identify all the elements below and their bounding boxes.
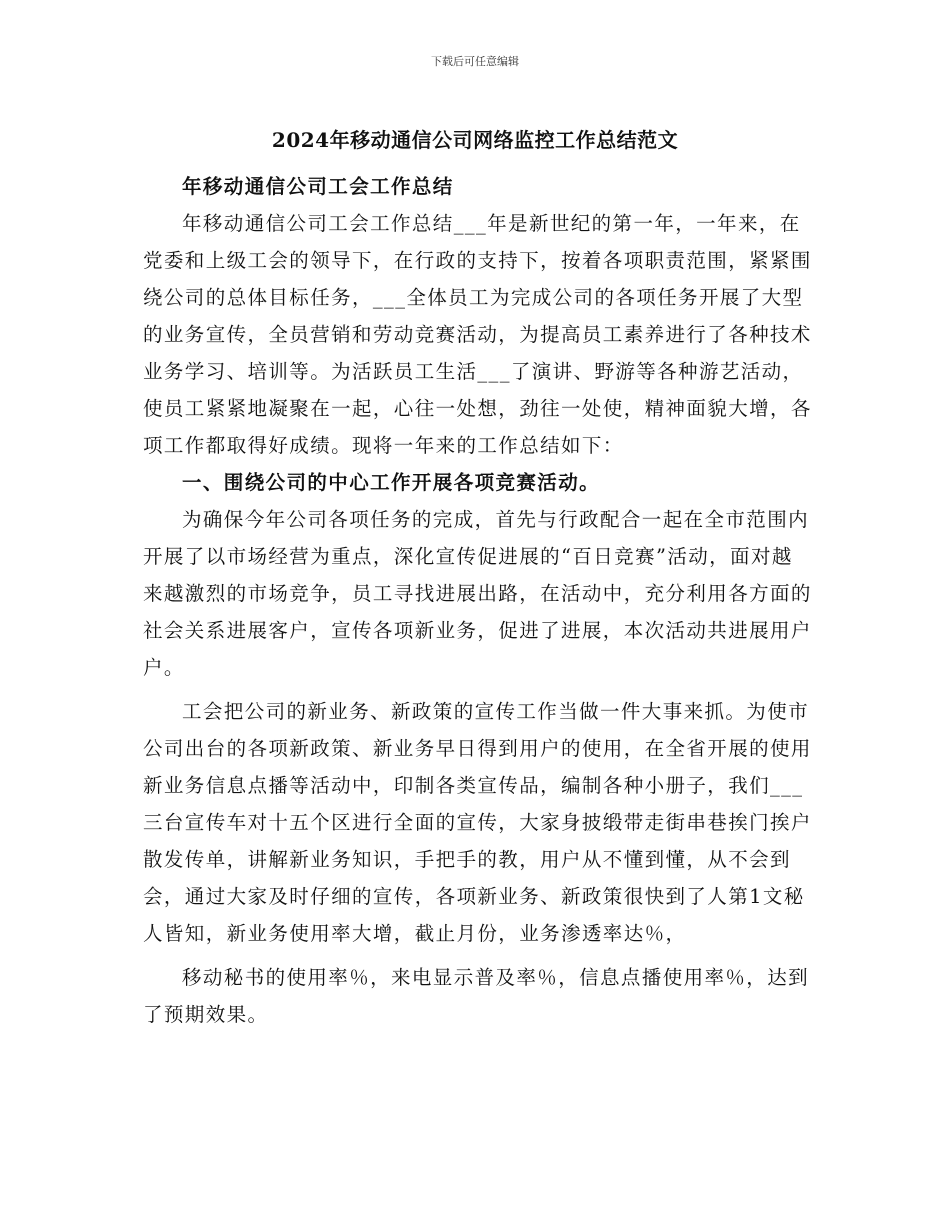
subheading: 年移动通信公司工会工作总结 xyxy=(182,175,454,198)
paragraph-competition: 为确保今年公司各项任务的完成，首先与行政配合一起在全市范围内开展了以市场经营为重点，深化宣传促进展的“百日竞赛”活动，面对越来越激烈的市场竞争，员工寻找进展出路，在活动中，充分利用各方面的社会关系进展客户，宣传各项新业务，促进了进展，本次活动共进展用户户。 xyxy=(143,508,812,679)
header-note: 下载后可任意编辑 xyxy=(431,55,519,68)
document-body xyxy=(143,168,813,1033)
document-title: 2024年移动通信公司网络监控工作总结范文 xyxy=(271,128,679,152)
paragraph-usage-rates: 移动秘书的使用率％，来电显示普及率％，信息点播使用率％，达到了预期效果。 xyxy=(143,966,810,1026)
section-heading-1: 一、围绕公司的中心工作开展各项竞赛活动。 xyxy=(182,471,601,494)
paragraph-intro: 年移动通信公司工会工作总结___年是新世纪的第一年，一年来，在党委和上级工会的领导下，在行政的支持下，按着各项职责范围，紧紧围绕公司的总体目标任务，___全体员工为完成公司的各项任务开展了大型的业务宣传，全员营销和劳动竞赛活动，为提高员工素养进行了各种技术业务学习、培训等。为活跃员工生活___了演讲、野游等各种游艺活动，使员工紧紧地凝聚在一起，心往一处想，劲往一处使，精神面貌大增，各项工作都取得好成绩。现将一年来的工作总结如下： xyxy=(143,212,812,457)
paragraph-publicity: 工会把公司的新业务、新政策的宣传工作当做一件大事来抓。为使市公司出台的各项新政策、新业务早日得到用户的使用，在全省开展的使用新业务信息点播等活动中，印制各类宣传品，编制各种小册子，我们___三台宣传车对十五个区进行全面的宣传，大家身披缎带走街串巷挨门挨户散发传单，讲解新业务知识，手把手的教，用户从不懂到懂，从不会到会，通过大家及时仔细的宣传，各项新业务、新政策很快到了人第1文秘人皆知，新业务使用率大增，截止月份，业务渗透率达％， xyxy=(143,700,812,945)
